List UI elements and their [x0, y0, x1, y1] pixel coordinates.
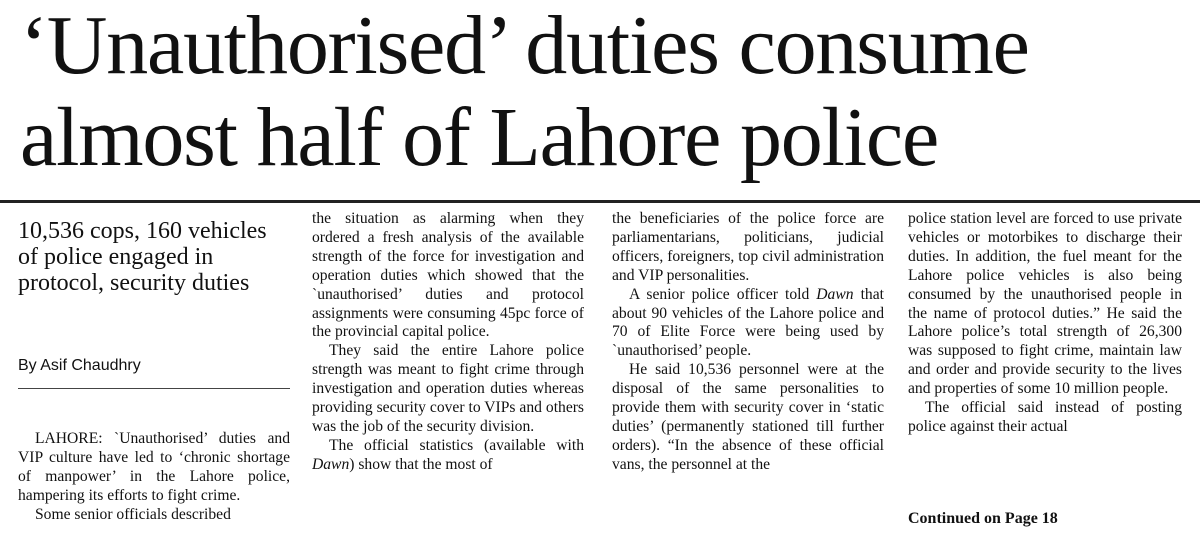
paragraph: Some senior officials described: [35, 505, 231, 523]
paragraph: the beneficiaries of the police force are parliamentarians, politicians, judicial officers, foreigners, top civil administration and VIP personalities.: [612, 210, 884, 284]
byline-rule: [18, 388, 290, 389]
headline: [20, 0, 1190, 184]
column-1-body: [18, 430, 290, 525]
byline: By Asif Chaudhry: [18, 357, 141, 374]
paragraph: They said the entire Lahore police strength was meant to fight crime through investigation and operation duties whereas providing security cover to VIPs and others was the job of the security division.: [312, 342, 584, 435]
publication-name: Dawn: [312, 455, 350, 473]
paragraph: the situation as alarming when they ordered a fresh analysis of the available strength of the force for investigation and operation duties which showed that the `unauthorised’ duties and protocol assignments were consuming 45pc force of the provincial capital police.: [312, 210, 584, 341]
paragraph: He said 10,536 personnel were at the disposal of the same personalities to provide them with security cover in ‘static duties’ (permanently stationed till further orders). “In the absence of these official vans, the personnel at the: [612, 361, 884, 473]
text-run: ) show that the most of: [349, 455, 493, 473]
paragraph: LAHORE: `Unauthorised’ duties and VIP culture have led to ‘chronic shortage of manpower’ in the Lahore police, hampering its efforts to fight crime.: [18, 430, 290, 504]
paragraph: [612, 286, 884, 362]
paragraph: [312, 437, 584, 475]
publication-name: Dawn: [816, 285, 854, 303]
headline-line-2: almost half of Lahore police: [20, 91, 939, 184]
paragraph: police station level are forced to use private vehicles or motorbikes to discharge their duties. In addition, the fuel meant for the Lahore police vehicles is also being consumed by the unauthorised people in the name of protocol duties.” He said the Lahore police’s total strength of 26,300 was supposed to fight crime, maintain law and order and provide security to the lives and properties of some 10 million people.: [908, 210, 1182, 398]
headline-rule: [0, 200, 1200, 203]
continued-link[interactable]: Continued on Page 18: [908, 510, 1058, 527]
text-run: The official statistics (available with: [329, 436, 584, 454]
subheadline: 10,536 cops, 160 vehicles of police engaged in protocol, security duties: [18, 218, 267, 296]
paragraph: The official said instead of posting police against their actual: [908, 399, 1182, 435]
column-2: [312, 210, 584, 540]
column-4: [908, 210, 1182, 540]
headline-line-1: ‘Unauthorised’ duties consume: [20, 0, 1029, 92]
text-run: A senior police officer told: [629, 285, 817, 303]
column-3: [612, 210, 884, 540]
text-run: that about 90 vehicles of the Lahore police and 70 of Elite Force were being used by `unauthorised’ people.: [612, 285, 884, 360]
